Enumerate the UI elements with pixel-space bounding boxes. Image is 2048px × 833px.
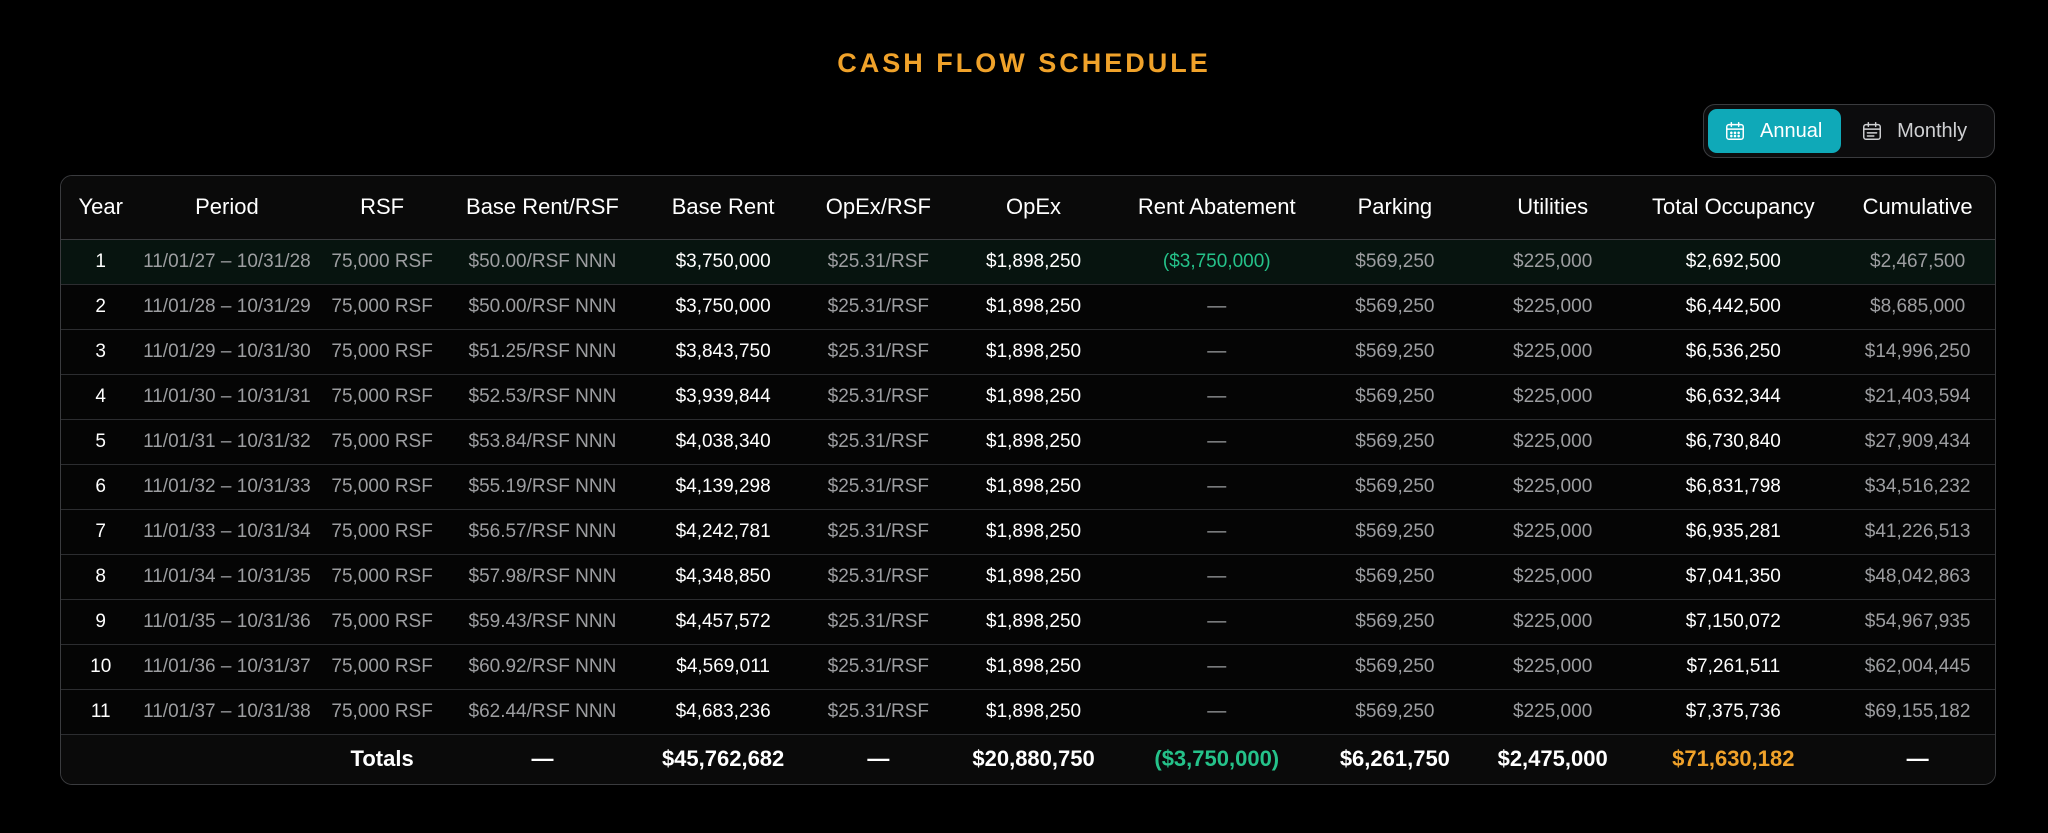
cell-rent-abatement: — [1123, 464, 1311, 509]
cell-opex-rsf: $25.31/RSF [812, 239, 944, 284]
cell-parking: $569,250 [1311, 644, 1479, 689]
cell-year: 1 [61, 239, 140, 284]
cell-base-rent-rsf: $62.44/RSF NNN [451, 689, 634, 734]
cell-rent-abatement: — [1123, 689, 1311, 734]
cell-cumulative: $54,967,935 [1840, 599, 1995, 644]
annual-toggle-button[interactable] [1708, 109, 1841, 153]
cell-year: 11 [61, 689, 140, 734]
cell-utilities: $225,000 [1479, 284, 1627, 329]
cell-parking: $569,250 [1311, 329, 1479, 374]
annual-label: Annual [1760, 119, 1823, 142]
table-row[interactable] [61, 599, 1995, 644]
calendar-list-icon [1861, 120, 1883, 142]
col-header-period[interactable]: Period [140, 176, 313, 239]
cell-base-rent: $4,242,781 [634, 509, 812, 554]
col-header-base-rent-rsf[interactable]: Base Rent/RSF [451, 176, 634, 239]
cell-rent-abatement: — [1123, 509, 1311, 554]
cell-base-rent-rsf: $59.43/RSF NNN [451, 599, 634, 644]
totals-opex: $20,880,750 [944, 734, 1122, 784]
cell-total-occupancy: $6,632,344 [1626, 374, 1840, 419]
cell-cumulative: $41,226,513 [1840, 509, 1995, 554]
cell-period: 11/01/37 – 10/31/38 [140, 689, 313, 734]
cell-utilities: $225,000 [1479, 554, 1627, 599]
cell-opex-rsf: $25.31/RSF [812, 689, 944, 734]
cell-rent-abatement: — [1123, 554, 1311, 599]
cell-year: 10 [61, 644, 140, 689]
cell-cumulative: $34,516,232 [1840, 464, 1995, 509]
cell-rent-abatement: — [1123, 599, 1311, 644]
cell-opex-rsf: $25.31/RSF [812, 329, 944, 374]
cell-utilities: $225,000 [1479, 239, 1627, 284]
cell-total-occupancy: $7,041,350 [1626, 554, 1840, 599]
cell-utilities: $225,000 [1479, 329, 1627, 374]
cell-year: 6 [61, 464, 140, 509]
cell-opex: $1,898,250 [944, 464, 1122, 509]
cell-utilities: $225,000 [1479, 689, 1627, 734]
table-body [61, 239, 1995, 734]
col-header-opex[interactable]: OpEx [944, 176, 1122, 239]
cell-rsf: 75,000 RSF [313, 644, 450, 689]
table-row[interactable] [61, 374, 1995, 419]
cell-base-rent: $3,939,844 [634, 374, 812, 419]
cell-cumulative: $48,042,863 [1840, 554, 1995, 599]
cell-total-occupancy: $7,375,736 [1626, 689, 1840, 734]
cell-parking: $569,250 [1311, 464, 1479, 509]
cell-rent-abatement: — [1123, 644, 1311, 689]
cell-base-rent: $3,750,000 [634, 239, 812, 284]
cell-total-occupancy: $6,442,500 [1626, 284, 1840, 329]
cell-year: 5 [61, 419, 140, 464]
cell-rsf: 75,000 RSF [313, 239, 450, 284]
totals-opex-rsf: — [812, 734, 944, 784]
cell-base-rent-rsf: $52.53/RSF NNN [451, 374, 634, 419]
cell-rsf: 75,000 RSF [313, 554, 450, 599]
cell-cumulative: $14,996,250 [1840, 329, 1995, 374]
cell-parking: $569,250 [1311, 419, 1479, 464]
header-row [61, 176, 1995, 239]
table-row[interactable] [61, 284, 1995, 329]
cell-utilities: $225,000 [1479, 599, 1627, 644]
cell-year: 8 [61, 554, 140, 599]
monthly-toggle-button[interactable] [1845, 109, 1990, 153]
cell-utilities: $225,000 [1479, 374, 1627, 419]
cell-rsf: 75,000 RSF [313, 284, 450, 329]
cell-base-rent: $4,348,850 [634, 554, 812, 599]
cell-opex: $1,898,250 [944, 554, 1122, 599]
cell-opex-rsf: $25.31/RSF [812, 419, 944, 464]
cell-period: 11/01/27 – 10/31/28 [140, 239, 313, 284]
cell-parking: $569,250 [1311, 284, 1479, 329]
totals-base-rent: $45,762,682 [634, 734, 812, 784]
cell-utilities: $225,000 [1479, 464, 1627, 509]
table-row[interactable] [61, 554, 1995, 599]
cell-opex: $1,898,250 [944, 329, 1122, 374]
totals-label: Totals [313, 734, 450, 784]
totals-utilities: $2,475,000 [1479, 734, 1627, 784]
cell-base-rent-rsf: $53.84/RSF NNN [451, 419, 634, 464]
cell-base-rent-rsf: $57.98/RSF NNN [451, 554, 634, 599]
totals-rent-abatement: ($3,750,000) [1123, 734, 1311, 784]
cell-utilities: $225,000 [1479, 419, 1627, 464]
cell-total-occupancy: $6,536,250 [1626, 329, 1840, 374]
view-toggle [1703, 104, 1995, 158]
cell-base-rent: $4,139,298 [634, 464, 812, 509]
totals-parking: $6,261,750 [1311, 734, 1479, 784]
cell-cumulative: $62,004,445 [1840, 644, 1995, 689]
cell-period: 11/01/28 – 10/31/29 [140, 284, 313, 329]
cell-opex-rsf: $25.31/RSF [812, 284, 944, 329]
col-header-cumulative[interactable]: Cumulative [1840, 176, 1995, 239]
table-row[interactable] [61, 509, 1995, 554]
cell-rent-abatement: — [1123, 284, 1311, 329]
cell-parking: $569,250 [1311, 509, 1479, 554]
page-title: CASH FLOW SCHEDULE [837, 48, 1211, 78]
cell-parking: $569,250 [1311, 239, 1479, 284]
cell-base-rent: $4,569,011 [634, 644, 812, 689]
cell-opex: $1,898,250 [944, 644, 1122, 689]
table-row[interactable] [61, 464, 1995, 509]
col-header-utilities[interactable]: Utilities [1479, 176, 1627, 239]
cell-rsf: 75,000 RSF [313, 419, 450, 464]
cell-opex-rsf: $25.31/RSF [812, 464, 944, 509]
cell-opex: $1,898,250 [944, 509, 1122, 554]
cell-utilities: $225,000 [1479, 644, 1627, 689]
cell-utilities: $225,000 [1479, 509, 1627, 554]
cell-total-occupancy: $6,730,840 [1626, 419, 1840, 464]
cell-base-rent: $4,683,236 [634, 689, 812, 734]
monthly-label: Monthly [1897, 119, 1968, 142]
cell-year: 7 [61, 509, 140, 554]
cell-opex-rsf: $25.31/RSF [812, 599, 944, 644]
table-row[interactable] [61, 329, 1995, 374]
cell-cumulative: $69,155,182 [1840, 689, 1995, 734]
cell-base-rent-rsf: $50.00/RSF NNN [451, 239, 634, 284]
totals-total-occupancy: $71,630,182 [1626, 734, 1840, 784]
cell-base-rent-rsf: $50.00/RSF NNN [451, 284, 634, 329]
cell-base-rent-rsf: $51.25/RSF NNN [451, 329, 634, 374]
cell-parking: $569,250 [1311, 374, 1479, 419]
cell-rsf: 75,000 RSF [313, 599, 450, 644]
cell-parking: $569,250 [1311, 554, 1479, 599]
cell-total-occupancy: $7,150,072 [1626, 599, 1840, 644]
cell-base-rent: $3,750,000 [634, 284, 812, 329]
totals-row [61, 734, 1995, 784]
cell-rsf: 75,000 RSF [313, 329, 450, 374]
cell-period: 11/01/34 – 10/31/35 [140, 554, 313, 599]
cell-period: 11/01/33 – 10/31/34 [140, 509, 313, 554]
cell-total-occupancy: $7,261,511 [1626, 644, 1840, 689]
cell-rsf: 75,000 RSF [313, 374, 450, 419]
cell-opex: $1,898,250 [944, 689, 1122, 734]
cell-period: 11/01/29 – 10/31/30 [140, 329, 313, 374]
cell-period: 11/01/35 – 10/31/36 [140, 599, 313, 644]
cell-opex-rsf: $25.31/RSF [812, 509, 944, 554]
totals-cumulative: — [1840, 734, 1995, 784]
cell-total-occupancy: $2,692,500 [1626, 239, 1840, 284]
cell-opex-rsf: $25.31/RSF [812, 374, 944, 419]
cell-rent-abatement: — [1123, 329, 1311, 374]
cell-base-rent: $4,038,340 [634, 419, 812, 464]
table-row[interactable] [61, 689, 1995, 734]
cell-opex: $1,898,250 [944, 374, 1122, 419]
table-row[interactable] [61, 419, 1995, 464]
totals-period-cell [140, 734, 313, 784]
cell-opex: $1,898,250 [944, 419, 1122, 464]
cell-period: 11/01/36 – 10/31/37 [140, 644, 313, 689]
cell-opex-rsf: $25.31/RSF [812, 554, 944, 599]
cell-base-rent-rsf: $55.19/RSF NNN [451, 464, 634, 509]
cell-period: 11/01/32 – 10/31/33 [140, 464, 313, 509]
cell-year: 3 [61, 329, 140, 374]
schedule-table [61, 176, 1995, 784]
table-row[interactable] [61, 644, 1995, 689]
col-header-rsf[interactable]: RSF [313, 176, 450, 239]
col-header-parking[interactable]: Parking [1311, 176, 1479, 239]
cell-cumulative: $27,909,434 [1840, 419, 1995, 464]
table-row[interactable] [61, 239, 1995, 284]
col-header-year[interactable]: Year [61, 176, 140, 239]
cell-base-rent: $4,457,572 [634, 599, 812, 644]
col-header-rent-abatement[interactable]: Rent Abatement [1123, 176, 1311, 239]
col-header-base-rent[interactable]: Base Rent [634, 176, 812, 239]
cell-base-rent-rsf: $60.92/RSF NNN [451, 644, 634, 689]
cell-cumulative: $2,467,500 [1840, 239, 1995, 284]
totals-base-rent-rsf: — [451, 734, 634, 784]
cell-period: 11/01/30 – 10/31/31 [140, 374, 313, 419]
cell-opex: $1,898,250 [944, 239, 1122, 284]
cell-rent-abatement: ($3,750,000) [1123, 239, 1311, 284]
col-header-total-occupancy[interactable]: Total Occupancy [1626, 176, 1840, 239]
cell-total-occupancy: $6,935,281 [1626, 509, 1840, 554]
calendar-icon [1724, 120, 1746, 142]
cell-year: 4 [61, 374, 140, 419]
cell-opex-rsf: $25.31/RSF [812, 644, 944, 689]
cell-parking: $569,250 [1311, 689, 1479, 734]
cell-year: 9 [61, 599, 140, 644]
cell-rsf: 75,000 RSF [313, 509, 450, 554]
cell-cumulative: $8,685,000 [1840, 284, 1995, 329]
totals-year-cell [61, 734, 140, 784]
cell-opex: $1,898,250 [944, 284, 1122, 329]
cell-period: 11/01/31 – 10/31/32 [140, 419, 313, 464]
cell-rsf: 75,000 RSF [313, 689, 450, 734]
cell-total-occupancy: $6,831,798 [1626, 464, 1840, 509]
cell-rsf: 75,000 RSF [313, 464, 450, 509]
cell-parking: $569,250 [1311, 599, 1479, 644]
cell-opex: $1,898,250 [944, 599, 1122, 644]
cell-base-rent-rsf: $56.57/RSF NNN [451, 509, 634, 554]
cell-rent-abatement: — [1123, 419, 1311, 464]
cell-cumulative: $21,403,594 [1840, 374, 1995, 419]
cell-base-rent: $3,843,750 [634, 329, 812, 374]
cell-rent-abatement: — [1123, 374, 1311, 419]
cash-flow-table [60, 175, 1996, 785]
col-header-opex-rsf[interactable]: OpEx/RSF [812, 176, 944, 239]
cell-year: 2 [61, 284, 140, 329]
